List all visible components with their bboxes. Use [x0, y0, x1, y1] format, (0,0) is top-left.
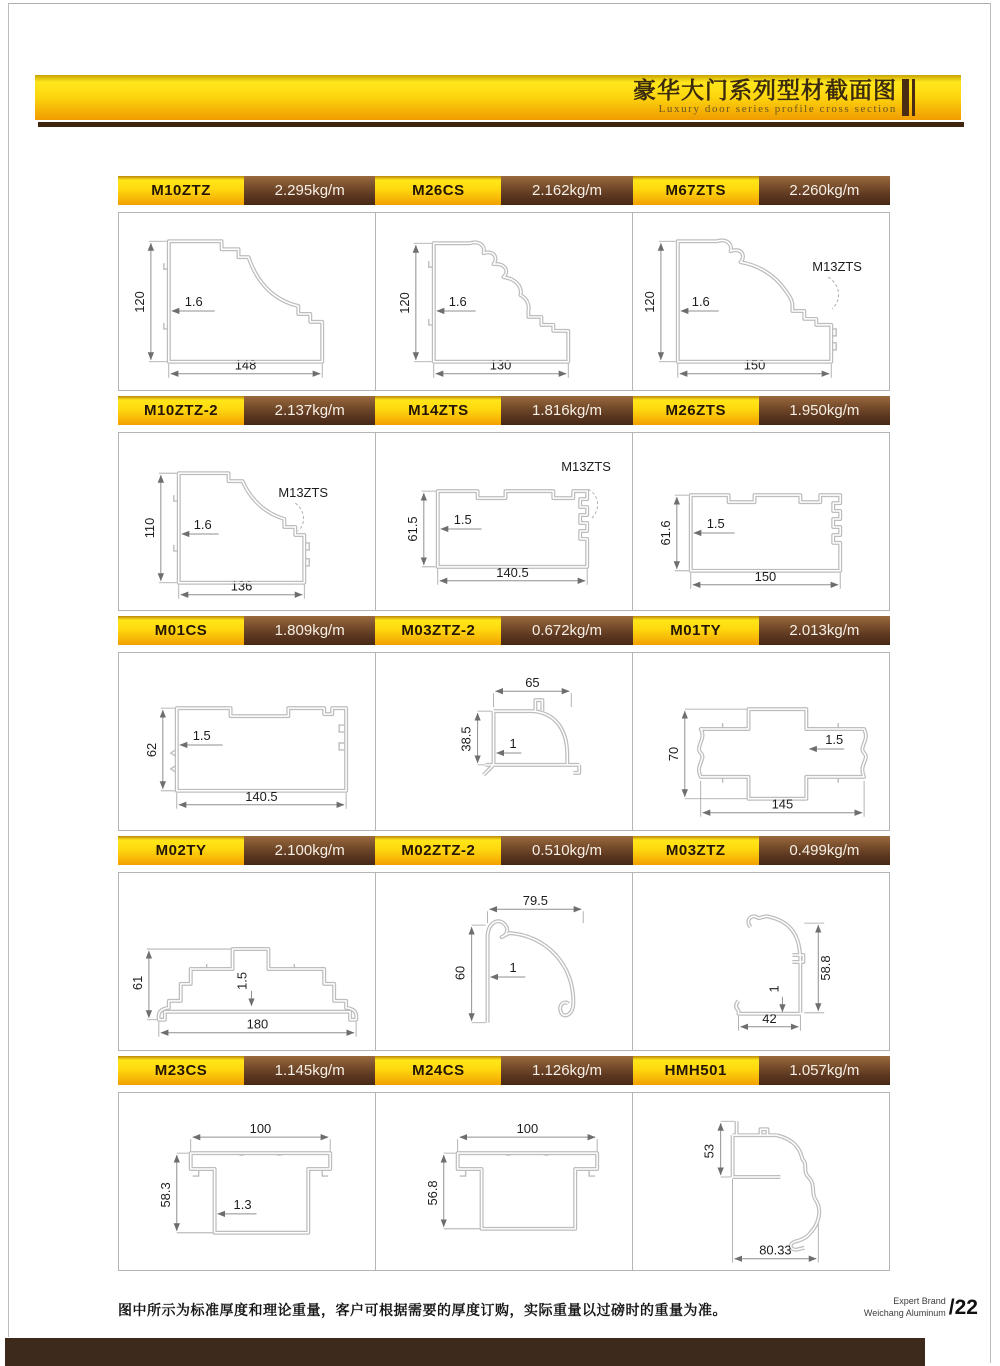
dim-height: 62	[143, 742, 159, 758]
dim-thickness: 1.6	[448, 293, 467, 309]
brand-line2: Weichang Aluminum	[863, 1308, 946, 1318]
page-border-top	[8, 3, 991, 4]
dim-top: 100	[516, 1121, 539, 1137]
decor-bar-thin	[912, 79, 915, 116]
weight-label: 1.057kg/m	[759, 1056, 890, 1085]
model-label: M02ZTZ-2	[375, 836, 501, 865]
dim-thickness: 1.5	[706, 515, 725, 531]
dim-height: 70	[665, 746, 681, 762]
header-titles	[633, 78, 897, 115]
cell-header	[118, 616, 375, 645]
profile-drawing	[632, 1093, 889, 1270]
row-drawings	[118, 872, 890, 1051]
dim-width: 150	[743, 357, 766, 373]
weight-label: 2.013kg/m	[759, 616, 890, 645]
profile-sketch	[119, 433, 375, 610]
dim-width: 145	[771, 796, 794, 812]
profile-drawing	[119, 873, 375, 1050]
row-headers	[118, 396, 890, 425]
note-label: M13ZTS	[812, 259, 862, 275]
dim-height: 61	[129, 975, 145, 991]
profile-sketch	[119, 873, 375, 1050]
profile-drawing	[632, 653, 889, 830]
row-drawings	[118, 652, 890, 831]
weight-label: 0.672kg/m	[501, 616, 632, 645]
model-label: M67ZTS	[633, 176, 759, 205]
row-headers	[118, 176, 890, 205]
dim-width: 130	[489, 357, 512, 373]
row-headers	[118, 1056, 890, 1085]
cell-header	[633, 396, 890, 425]
dim-height: 60	[452, 965, 468, 981]
profile-sketch	[376, 873, 632, 1050]
model-label: M03ZTZ	[633, 836, 759, 865]
weight-label: 1.950kg/m	[759, 396, 890, 425]
dim-thickness: 1.6	[193, 516, 212, 532]
profile-drawing	[375, 213, 632, 390]
dim-width: 140.5	[496, 564, 529, 580]
dim-height: 58.8	[818, 955, 834, 981]
model-label: M01TY	[633, 616, 759, 645]
model-label: M14ZTS	[375, 396, 501, 425]
dim-thickness: 1.5	[825, 731, 844, 747]
brand-line1: Expert Brand	[893, 1296, 946, 1307]
cell-header	[633, 616, 890, 645]
dim-height: 120	[131, 291, 147, 313]
profile-sketch	[633, 653, 889, 830]
profile-sketch	[633, 213, 889, 390]
dim-width: 140.5	[245, 788, 278, 804]
profile-drawing	[119, 213, 375, 390]
dim-thickness: 1.3	[233, 1196, 252, 1212]
dim-width: 150	[754, 568, 777, 584]
page-border-right	[990, 3, 991, 1363]
profile-drawing	[119, 653, 375, 830]
model-label: M02TY	[118, 836, 244, 865]
weight-label: 1.809kg/m	[244, 616, 375, 645]
profile-drawing	[119, 1093, 375, 1270]
model-label: M10ZTZ	[118, 176, 244, 205]
dim-thickness: 1.6	[184, 293, 203, 309]
cell-header	[375, 176, 632, 205]
dim-thickness: 1.5	[192, 728, 211, 744]
decor-bar-thick	[902, 79, 909, 116]
model-label: HMH501	[633, 1056, 759, 1085]
note-label: M13ZTS	[278, 485, 328, 501]
weight-label: 1.816kg/m	[501, 396, 632, 425]
weight-label: 2.162kg/m	[501, 176, 632, 205]
weight-label: 2.295kg/m	[244, 176, 375, 205]
profile-drawing	[632, 213, 889, 390]
grid-row	[118, 396, 890, 616]
header-banner	[35, 75, 961, 120]
dim-top: 65	[525, 675, 540, 691]
row-headers	[118, 836, 890, 865]
profile-sketch	[633, 433, 889, 610]
model-label: M26CS	[375, 176, 501, 205]
cell-header	[375, 396, 632, 425]
profile-sketch	[633, 1093, 889, 1270]
cell-header	[633, 176, 890, 205]
weight-label: 0.499kg/m	[759, 836, 890, 865]
dim-width: 136	[230, 578, 253, 594]
profile-sketch	[376, 433, 632, 610]
dim-thickness: 1	[509, 735, 517, 751]
grid-row	[118, 176, 890, 396]
model-label: M10ZTZ-2	[118, 396, 244, 425]
profile-grid	[118, 176, 890, 1276]
cell-header	[118, 1056, 375, 1085]
dim-top: 79.5	[522, 893, 548, 909]
footer-note: 图中所示为标准厚度和理论重量，客户可根据需要的厚度订购，实际重量以过磅时的重量为准。	[118, 1302, 727, 1318]
profile-drawing	[632, 873, 889, 1050]
cell-header	[118, 396, 375, 425]
page-title: 豪华大门系列型材截面图	[633, 77, 897, 103]
dim-height: 120	[396, 292, 412, 314]
page-subtitle: Luxury door series profile cross section	[658, 103, 897, 116]
page-number: /22	[948, 1296, 978, 1319]
profile-sketch	[376, 213, 632, 390]
profile-drawing	[375, 433, 632, 610]
dim-height: 61.5	[404, 516, 420, 542]
dim-thickness: 1	[766, 985, 782, 993]
profile-sketch	[119, 653, 375, 830]
profile-sketch	[119, 213, 375, 390]
cell-header	[118, 836, 375, 865]
row-drawings	[118, 212, 890, 391]
profile-sketch	[633, 873, 889, 1050]
weight-label: 0.510kg/m	[501, 836, 632, 865]
cell-header	[633, 1056, 890, 1085]
dim-width: 42	[762, 1010, 777, 1026]
cell-header	[118, 176, 375, 205]
dim-height: 61.6	[657, 520, 673, 546]
cell-header	[375, 836, 632, 865]
weight-label: 2.260kg/m	[759, 176, 890, 205]
model-label: M23CS	[118, 1056, 244, 1085]
page-border-left	[8, 3, 9, 1337]
dim-width: 80.33	[759, 1242, 792, 1258]
dim-height: 120	[641, 291, 657, 313]
dim-height: 58.3	[157, 1182, 173, 1208]
footer-bar	[5, 1338, 925, 1366]
profile-sketch	[376, 1093, 632, 1270]
profile-sketch	[376, 653, 632, 830]
footer-brand	[864, 1296, 978, 1320]
cell-header	[375, 1056, 632, 1085]
profile-sketch	[119, 1093, 375, 1270]
profile-drawing	[375, 1093, 632, 1270]
profile-drawing	[119, 433, 375, 610]
dim-top: 100	[249, 1121, 272, 1137]
model-label: M03ZTZ-2	[375, 616, 501, 645]
profile-drawing	[375, 653, 632, 830]
cell-header	[375, 616, 632, 645]
dim-thickness: 1	[509, 959, 517, 975]
weight-label: 2.137kg/m	[244, 396, 375, 425]
profile-drawing	[632, 433, 889, 610]
note-label: M13ZTS	[561, 459, 611, 475]
row-headers	[118, 616, 890, 645]
weight-label: 2.100kg/m	[244, 836, 375, 865]
dim-thickness: 1.5	[453, 511, 472, 527]
dim-height: 56.8	[424, 1180, 440, 1206]
grid-row	[118, 1056, 890, 1276]
dim-width: 180	[246, 1016, 269, 1032]
dim-height: 110	[141, 517, 157, 539]
grid-row	[118, 616, 890, 836]
grid-row	[118, 836, 890, 1056]
row-drawings	[118, 1092, 890, 1271]
model-label: M24CS	[375, 1056, 501, 1085]
dim-width: 148	[234, 357, 257, 373]
dim-thickness: 1.6	[691, 293, 710, 309]
dim-height: 38.5	[458, 726, 474, 752]
dim-thickness: 1.5	[234, 971, 250, 990]
profile-drawing	[375, 873, 632, 1050]
brand-text	[864, 1296, 946, 1319]
row-drawings	[118, 432, 890, 611]
cell-header	[633, 836, 890, 865]
dim-height: 53	[701, 1143, 717, 1159]
model-label: M01CS	[118, 616, 244, 645]
weight-label: 1.145kg/m	[244, 1056, 375, 1085]
model-label: M26ZTS	[633, 396, 759, 425]
weight-label: 1.126kg/m	[501, 1056, 632, 1085]
header-underline	[38, 122, 964, 127]
